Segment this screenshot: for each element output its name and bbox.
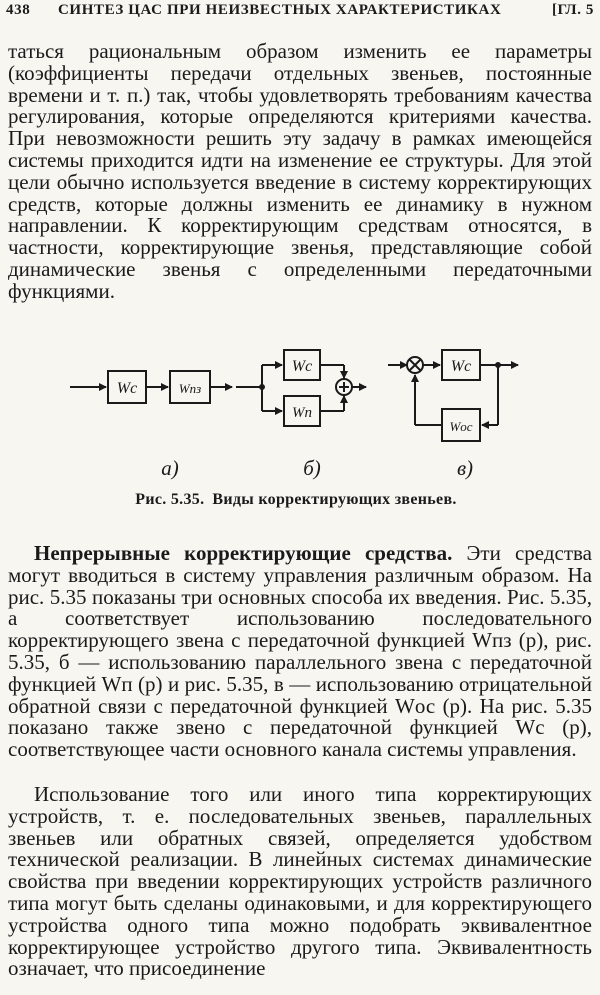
panel-label-a: а) xyxy=(161,456,179,480)
panel-label-c: в) xyxy=(456,456,474,480)
running-header xyxy=(6,2,594,24)
figure-5-35-diagram xyxy=(60,345,540,485)
paragraph-2 xyxy=(8,543,592,761)
panel-label-b: б) xyxy=(303,456,321,480)
diagram-panel-a xyxy=(70,371,232,403)
label-wc-b: Wc xyxy=(291,358,313,375)
figure-caption xyxy=(0,491,600,509)
label-wpz: Wпз xyxy=(178,381,202,396)
page-number: 438 xyxy=(6,2,31,18)
chapter-marker: [ГЛ. 5 xyxy=(551,2,594,18)
figure-label: Рис. 5.35. xyxy=(135,491,205,508)
paragraph-2-text: Эти средства могут вводиться в систему управления различным образом. На рис. 5.35 показаны три основных способа их введения. Рис. 5.35, а соответствует использованию последовательного корректирующего звена с передаточной функцией Wпз (p), рис. 5.35, б — использованию параллельного звена с передаточной функцией Wп (p) и рис. 5.35, в — использованию отрицательной обратной связи с передаточной функцией Wос (p). На рис. 5.35 показано также звено с передаточной функцией Wс (p), соответствующее части основного канала системы управления. xyxy=(8,541,592,762)
label-wc-a: Wc xyxy=(116,380,138,397)
running-title: СИНТЕЗ ЦАС ПРИ НЕИЗВЕСТНЫХ ХАРАКТЕРИСТИКАХ xyxy=(58,2,502,18)
label-wc-c: Wc xyxy=(450,358,472,375)
label-wos: Wос xyxy=(449,419,473,434)
paragraph-3: Использование того или иного типа корректирующих устройств, т. е. последовательных звеньев, параллельных звеньев или обратных связей, определяется удобством технической реализации. В линейных системах динамические свойства при введении корректирующих устройств различного типа могут быть сделаны одинаковыми, и для корректирующего устройства одного типа можно подобрать эквивалентное корректирующее устройство другого типа. Эквивалентность означает, что присоединение xyxy=(8,782,592,981)
runin-heading: Непрерывные корректирующие средства. xyxy=(34,541,453,565)
paragraph-1: таться рациональным образом изменить ее параметры (коэффициенты передачи отдельных звеньев, постоянные времени и т. п.) так, чтобы удовлетворять требованиям качества регулирования, которые определяются критериями качества. При невозможности решить эту задачу в рамках имеющейся системы приходится идти на изменение ее структуры. Для этой цели обычно используется введение в систему корректирующих средств, которые должны изменить ее динамику в нужном направлении. К корректирующим средствам относятся, в частности, корректирующие звенья, представляющие собой динамические звенья с определенными передаточными функциями. xyxy=(8,39,592,303)
figure-caption-text: Виды корректирующих звеньев. xyxy=(212,491,457,508)
label-wp: Wп xyxy=(292,405,312,421)
